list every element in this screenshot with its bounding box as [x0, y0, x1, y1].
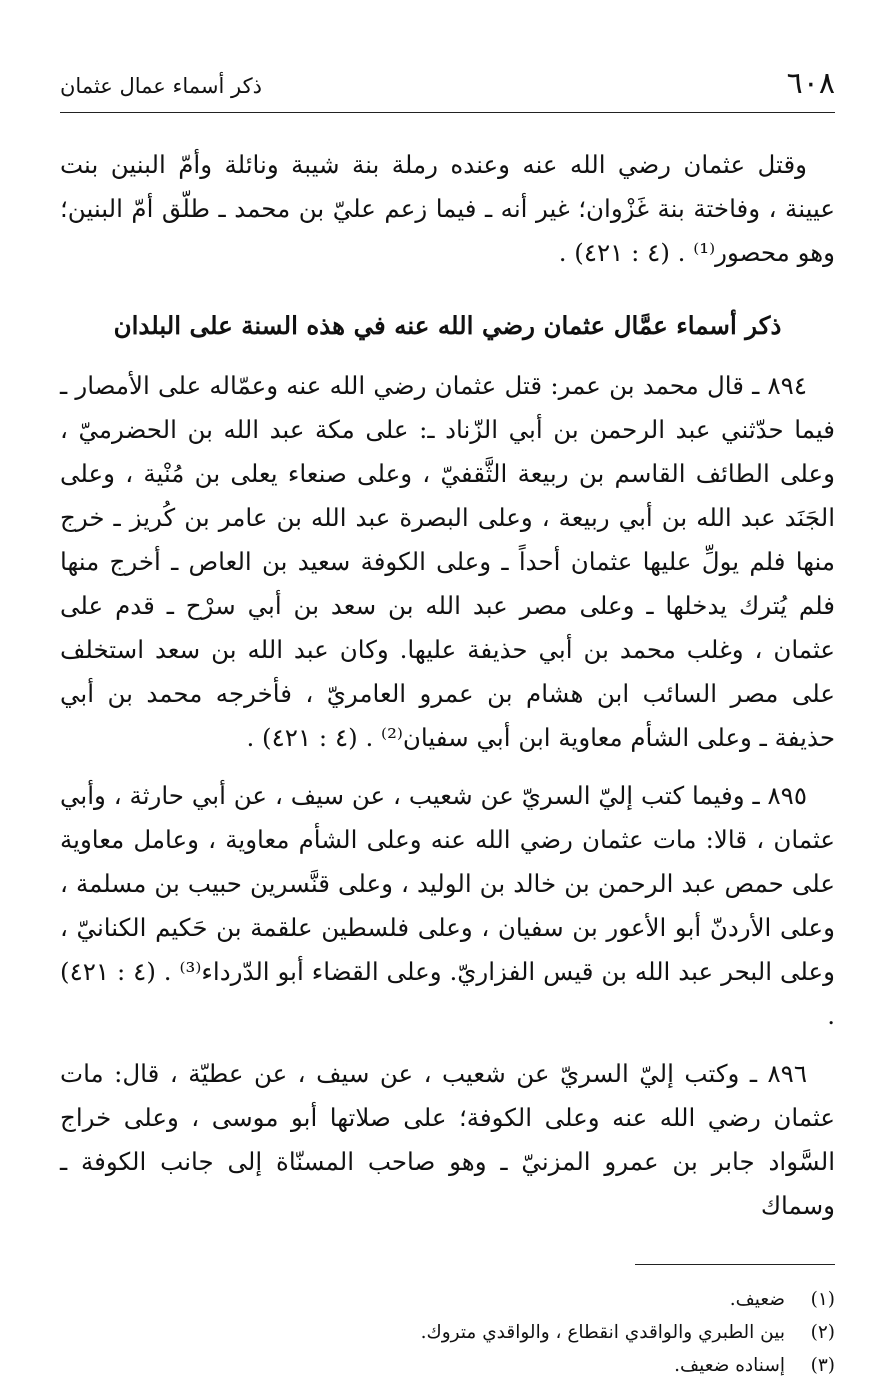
footnotes — [60, 1283, 835, 1382]
footnote-marker: (١) — [810, 1289, 835, 1310]
running-title: ذكر أسماء عمال عثمان — [60, 74, 262, 98]
paragraph-894: ٨٩٤ ـ قال محمد بن عمر: قتل عثمان رضي الله عنه وعمّاله على الأمصار ـ فيما حدّثني عبد الرحمن بن أبي الزّناد ـ: على مكة عبد الله بن الحضرميّ ، وعلى الطائف القاسم بن ربيعة الثَّقفيّ ، وعلى صنعاء يعلى بن مُنْية ، وعلى الجَنَد عبد الله بن أبي ربيعة ، وعلى البصرة عبد الله بن عامر بن كُريز ـ خرج منها فلم يولِّ عليها عثمان أحداً ـ وعلى الكوفة سعيد بن العاص ـ أخرج منها فلم يُترك يدخلها ـ وعلى مصر عبد الله بن سعد بن أبي سرْح ـ قدم على عثمان ، وغلب محمد بن أبي حذيفة عليها. وكان عبد الله بن سعد استخلف على مصر السائب ابن هشام بن عمرو العامريّ ، فأخرجه محمد بن أبي حذيفة ـ وعلى الشأم معاوية ابن أبي سفيان⁽²⁾ . (٤ : ٤٢١) . — [60, 371, 835, 752]
intro-paragraph: وقتل عثمان رضي الله عنه وعنده رملة بنة شيبة ونائلة وأمّ البنين بنت عيينة ، وفاختة بنة غَزْوان؛ غير أنه ـ فيما زعم عليّ بن محمد ـ طلّق أمّ البنين؛ وهو محصور⁽¹⁾ . (٤ : ٤٢١) . — [60, 150, 835, 267]
footnote-item — [60, 1349, 835, 1382]
footnote-item — [60, 1283, 835, 1316]
paragraph-895: ٨٩٥ ـ وفيما كتب إليّ السريّ عن شعيب ، عن سيف ، عن أبي حارثة ، وأبي عثمان ، قالا: مات عثمان رضي الله عنه وعلى الشأم معاوية ، وعامل معاوية على حمص عبد الرحمن بن خالد بن الوليد ، وعلى قنَّسرين حبيب بن مسلمة ، وعلى الأردنّ أبو الأعور بن سفيان ، وعلى فلسطين علقمة بن حَكيم الكنانيّ ، وعلى البحر عبد الله بن قيس الفزاريّ. وعلى القضاء أبو الدّرداء⁽³⁾ . (٤ : ٤٢١) . — [60, 781, 835, 1030]
footnote-divider — [635, 1264, 835, 1265]
footnote-item — [60, 1316, 835, 1349]
footnote-text: ضعيف. — [729, 1289, 785, 1310]
section-heading: ذكر أسماء عمَّال عثمان رضي الله عنه في هذه السنة على البلدان — [113, 311, 782, 340]
book-page — [60, 66, 835, 1392]
footnote-marker: (٣) — [810, 1355, 835, 1376]
page-number: ٦٠٨ — [786, 66, 835, 101]
footnote-marker: (٢) — [810, 1322, 835, 1343]
footnote-text: إسناده ضعيف. — [674, 1355, 785, 1376]
paragraph-896: ٨٩٦ ـ وكتب إليّ السريّ عن شعيب ، عن سيف ، عن عطيّة ، قال: مات عثمان رضي الله عنه وعلى الكوفة؛ على صلاتها أبو موسى ، وعلى خراج السَّواد جابر بن عمرو المزنيّ ـ وهو صاحب المسنّاة إلى جانب الكوفة ـ وسماك — [60, 1059, 835, 1220]
page-header — [60, 66, 835, 113]
footnote-text: بين الطبري والواقدي انقطاع ، والواقدي متروك. — [420, 1322, 785, 1343]
